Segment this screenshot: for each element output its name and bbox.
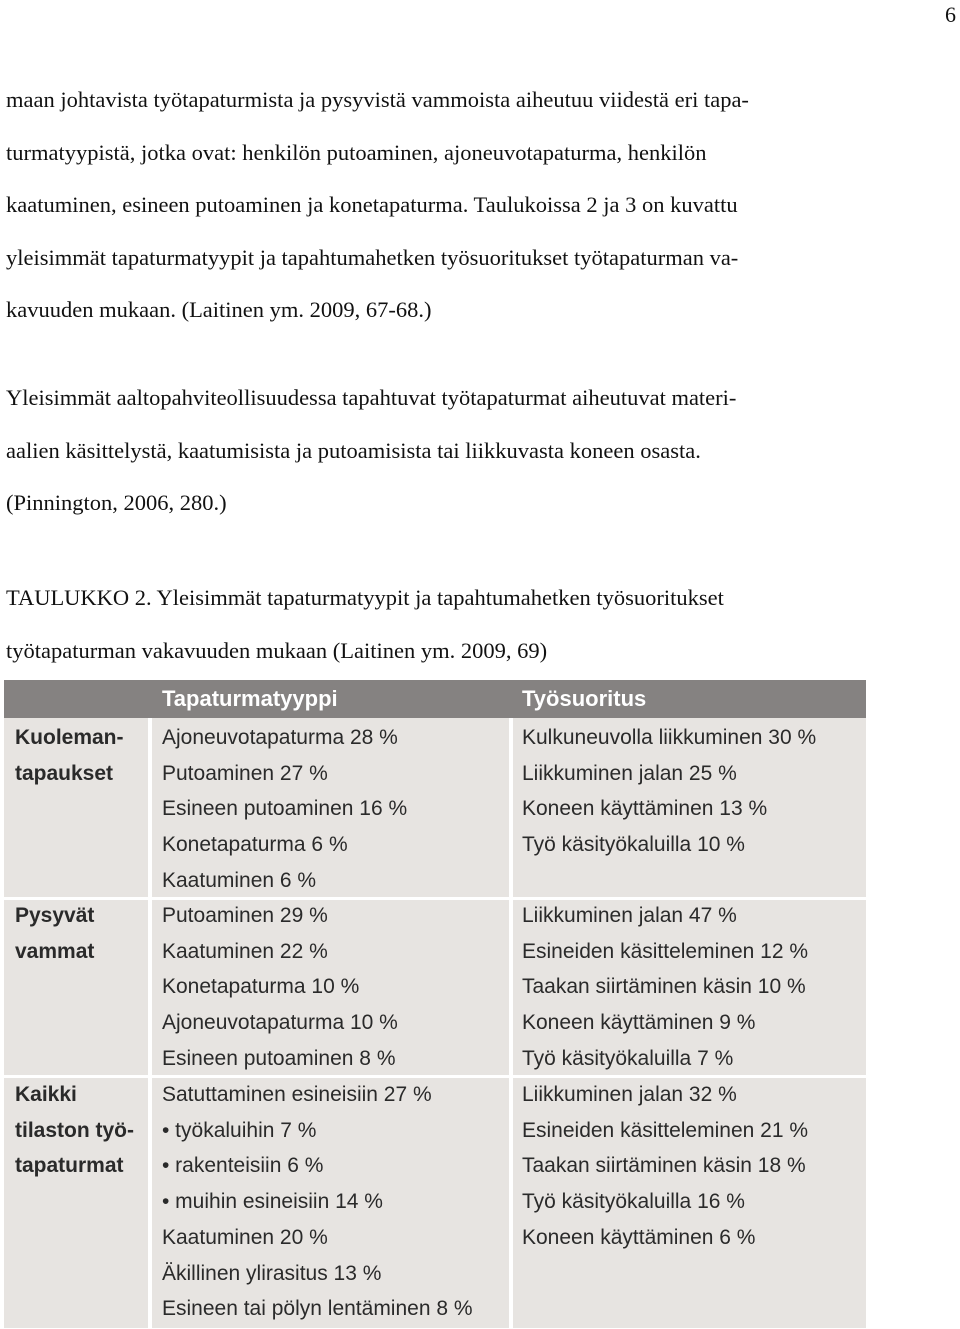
column-divider [148,718,152,1328]
header-tapaturmatyyppi: Tapaturmatyyppi [162,686,338,711]
type-cell: Esineen tai pölyn lentäminen 8 % [162,1297,473,1321]
type-cell: Konetapaturma 10 % [162,975,360,999]
type-cell: Satuttaminen esineisiin 27 % [162,1083,432,1106]
category-line: tapaukset [15,761,114,785]
text-line: Yleisimmät aaltopahviteollisuudessa tapahtuvat työtapaturmat aiheutuvat materi- [6,385,737,410]
category-line: Kuoleman- [15,726,124,749]
tasks-column [522,898,808,1077]
type-cell: Ajoneuvotapaturma 28 % [162,726,398,749]
accident-table [4,680,866,1328]
type-cell: Esineen putoaminen 16 % [162,797,408,821]
type-cell: • työkaluihin 7 % [162,1118,317,1142]
caption-line: TAULUKKO 2. Yleisimmät tapaturmatyypit ja tapahtumahetken työsuoritukset [6,585,724,610]
table-caption [6,572,954,677]
task-cell: Kulkuneuvolla liikkuminen 30 % [522,726,817,749]
caption-line: työtapaturman vakavuuden mukaan (Laitinen ym. 2009, 69) [6,637,548,663]
type-cell: Ajoneuvotapaturma 10 % [162,1011,398,1035]
type-cell: Kaatuminen 20 % [162,1225,328,1249]
task-cell: Liikkuminen jalan 32 % [522,1083,737,1106]
task-cell: Taakan siirtäminen käsin 10 % [522,975,806,999]
type-cell: Esineen putoaminen 8 % [162,1046,396,1070]
task-cell: Työ käsityökaluilla 7 % [522,1046,734,1070]
type-cell: Kaatuminen 6 % [162,868,317,892]
task-cell: Liikkuminen jalan 25 % [522,761,737,785]
type-cell: Äkillinen ylirasitus 13 % [162,1261,382,1285]
text-line: kavuuden mukaan. (Laitinen ym. 2009, 67-68.) [6,297,432,322]
table-header [4,680,866,718]
task-cell: Työ käsityökaluilla 10 % [522,833,745,857]
paragraph-2 [6,372,954,530]
category-line: tilaston työ- [15,1118,134,1142]
types-column [162,1077,473,1327]
category-line: tapaturmat [15,1154,124,1178]
type-cell: Kaatuminen 22 % [162,939,328,963]
type-cell: Putoaminen 29 % [162,904,328,927]
category-pysyvat-vammat [15,898,94,969]
category-kaikki [15,1077,134,1184]
category-line: Kaikki [15,1083,77,1106]
text-line: turmatyypistä, jotka ovat: henkilön putoaminen, ajoneuvotapaturma, henkilön [6,139,707,165]
type-cell: • rakenteisiin 6 % [162,1154,324,1178]
header-tyosuoritus: Työsuoritus [522,686,647,711]
tasks-column [522,720,816,863]
type-cell: Putoaminen 27 % [162,761,328,785]
task-cell: Liikkuminen jalan 47 % [522,904,737,927]
tasks-column [522,1077,808,1256]
types-column [162,898,398,1077]
types-column [162,720,407,899]
category-line: Pysyvät [15,904,95,927]
task-cell: Esineiden käsitteleminen 21 % [522,1118,809,1142]
text-line: maan johtavista työtapaturmista ja pysyvistä vammoista aiheutuu viidestä eri tapa- [6,87,749,112]
task-cell: Koneen käyttäminen 6 % [522,1225,756,1249]
task-cell: Koneen käyttäminen 9 % [522,1011,756,1035]
task-cell: Esineiden käsitteleminen 12 % [522,939,809,963]
category-line: vammat [15,939,95,963]
task-cell: Taakan siirtäminen käsin 18 % [522,1154,806,1178]
task-cell: Työ käsityökaluilla 16 % [522,1190,745,1214]
column-divider [509,718,513,1328]
category-kuolemantapaukset [15,720,124,791]
text-line: yleisimmät tapaturmatyypit ja tapahtumahetken työsuoritukset työtapaturman va- [6,244,739,270]
type-cell: Konetapaturma 6 % [162,833,348,857]
type-cell: • muihin esineisiin 14 % [162,1190,383,1214]
text-line: aalien käsittelystä, kaatumisista ja putoamisista tai liikkuvasta koneen osasta. [6,437,701,463]
text-line: (Pinnington, 2006, 280.) [6,490,227,515]
paragraph-1 [6,74,954,337]
task-cell: Koneen käyttäminen 13 % [522,797,768,821]
page-number: 6 [945,2,956,27]
text-line: kaatuminen, esineen putoaminen ja konetapaturma. Taulukoissa 2 ja 3 on kuvattu [6,192,738,217]
